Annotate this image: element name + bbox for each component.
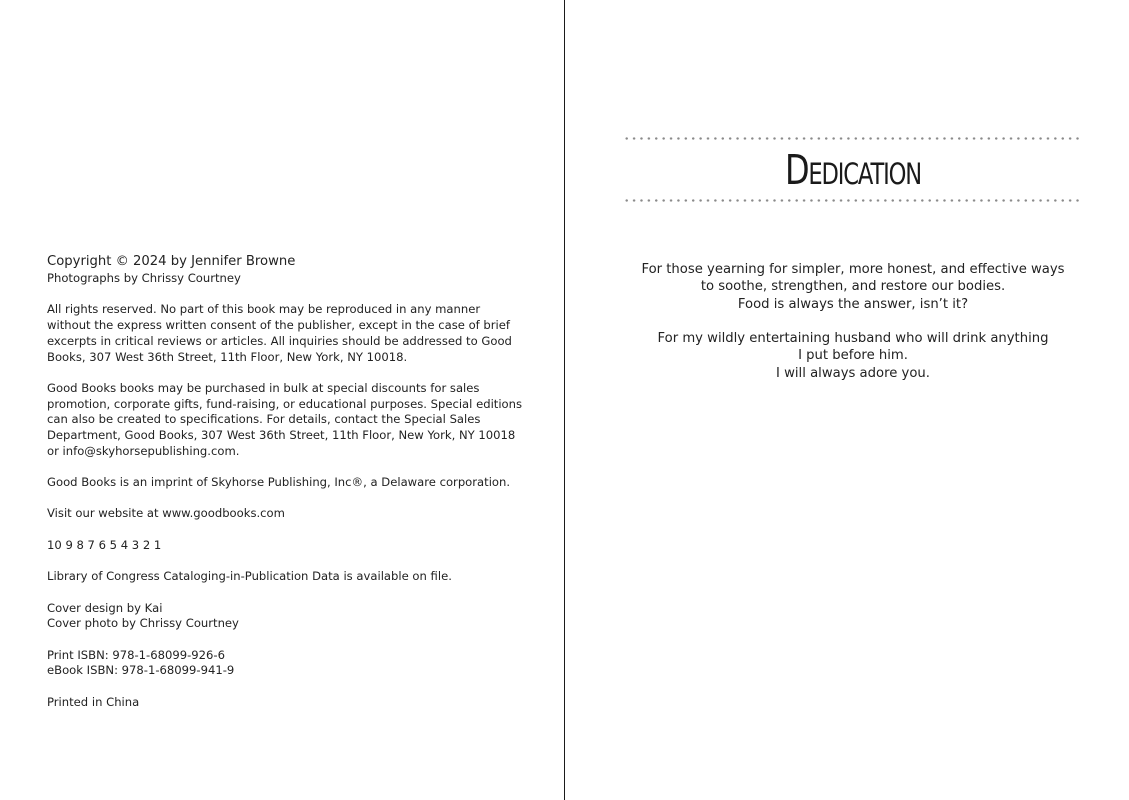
copyright-line: Copyright © 2024 by Jennifer Browne <box>47 254 296 269</box>
copyright-block <box>47 253 523 726</box>
isbn-paragraph <box>47 648 517 679</box>
cip-line: Library of Congress Cataloging-in-Publication Data is available on file. <box>47 569 452 584</box>
print-isbn: Print ISBN: 978-1-68099-926-6 <box>47 647 225 662</box>
bulk-sales-line: can also be created to specifications. For details, contact the Special Sales <box>47 412 481 427</box>
rights-paragraph <box>47 302 517 365</box>
imprint-paragraph <box>47 475 517 491</box>
dotted-rule-bottom <box>623 199 1083 202</box>
printing-paragraph <box>47 538 517 554</box>
dedication-line: Food is always the answer, isn’t it? <box>737 296 969 312</box>
dotted-rule-top <box>623 137 1083 140</box>
dedication-line: For my wildly entertaining husband who will drink anything <box>657 331 1049 347</box>
photographs-credit: Photographs by Chrissy Courtney <box>47 271 241 285</box>
bulk-sales-line: or info@skyhorsepublishing.com. <box>47 443 240 458</box>
bulk-sales-line: Good Books books may be purchased in bulk at special discounts for sales <box>47 380 480 395</box>
copyright-paragraph <box>47 253 517 287</box>
rights-line: Books, 307 West 36th Street, 11th Floor, New York, NY 10018. <box>47 349 408 364</box>
bulk-sales-line: Department, Good Books, 307 West 36th Street, 11th Floor, New York, NY 10018 <box>47 428 516 442</box>
dedication-page <box>565 0 1129 800</box>
printed-in-line: Printed in China <box>47 694 140 709</box>
rights-line: without the express written consent of the publisher, except in the case of brief <box>47 318 510 333</box>
rights-line: All rights reserved. No part of this book may be reproduced in any manner <box>47 302 481 317</box>
cover-design-credit: Cover design by Kai <box>47 600 163 615</box>
bulk-sales-line: promotion, corporate gifts, fund-raising, or educational purposes. Special editions <box>47 396 523 411</box>
dedication-line: For those yearning for simpler, more honest, and effective ways <box>641 262 1065 277</box>
dedication-paragraph <box>623 261 1083 313</box>
cip-paragraph <box>47 569 517 585</box>
dedication-body <box>623 261 1083 399</box>
cover-credits-paragraph <box>47 601 517 632</box>
bulk-sales-paragraph <box>47 380 523 460</box>
website-paragraph <box>47 506 517 522</box>
imprint-line: Good Books is an imprint of Skyhorse Publishing, Inc®, a Delaware corporation. <box>47 475 511 490</box>
website-line: Visit our website at www.goodbooks.com <box>47 506 285 521</box>
dedication-line: I put before him. <box>798 348 908 364</box>
printed-in-paragraph <box>47 695 517 711</box>
printing-number-line: 10 9 8 7 6 5 4 3 2 1 <box>47 537 162 552</box>
dedication-line: to soothe, strengthen, and restore our bodies. <box>700 279 1006 295</box>
rights-line: excerpts in critical reviews or articles. All inquiries should be addressed to Good <box>47 333 512 348</box>
dedication-line: I will always adore you. <box>776 365 930 381</box>
ebook-isbn: eBook ISBN: 978-1-68099-941-9 <box>47 663 235 678</box>
cover-photo-credit: Cover photo by Chrissy Courtney <box>47 616 239 631</box>
dedication-title: Dedication <box>784 146 922 194</box>
copyright-page <box>0 0 564 800</box>
dedication-paragraph <box>623 330 1083 382</box>
